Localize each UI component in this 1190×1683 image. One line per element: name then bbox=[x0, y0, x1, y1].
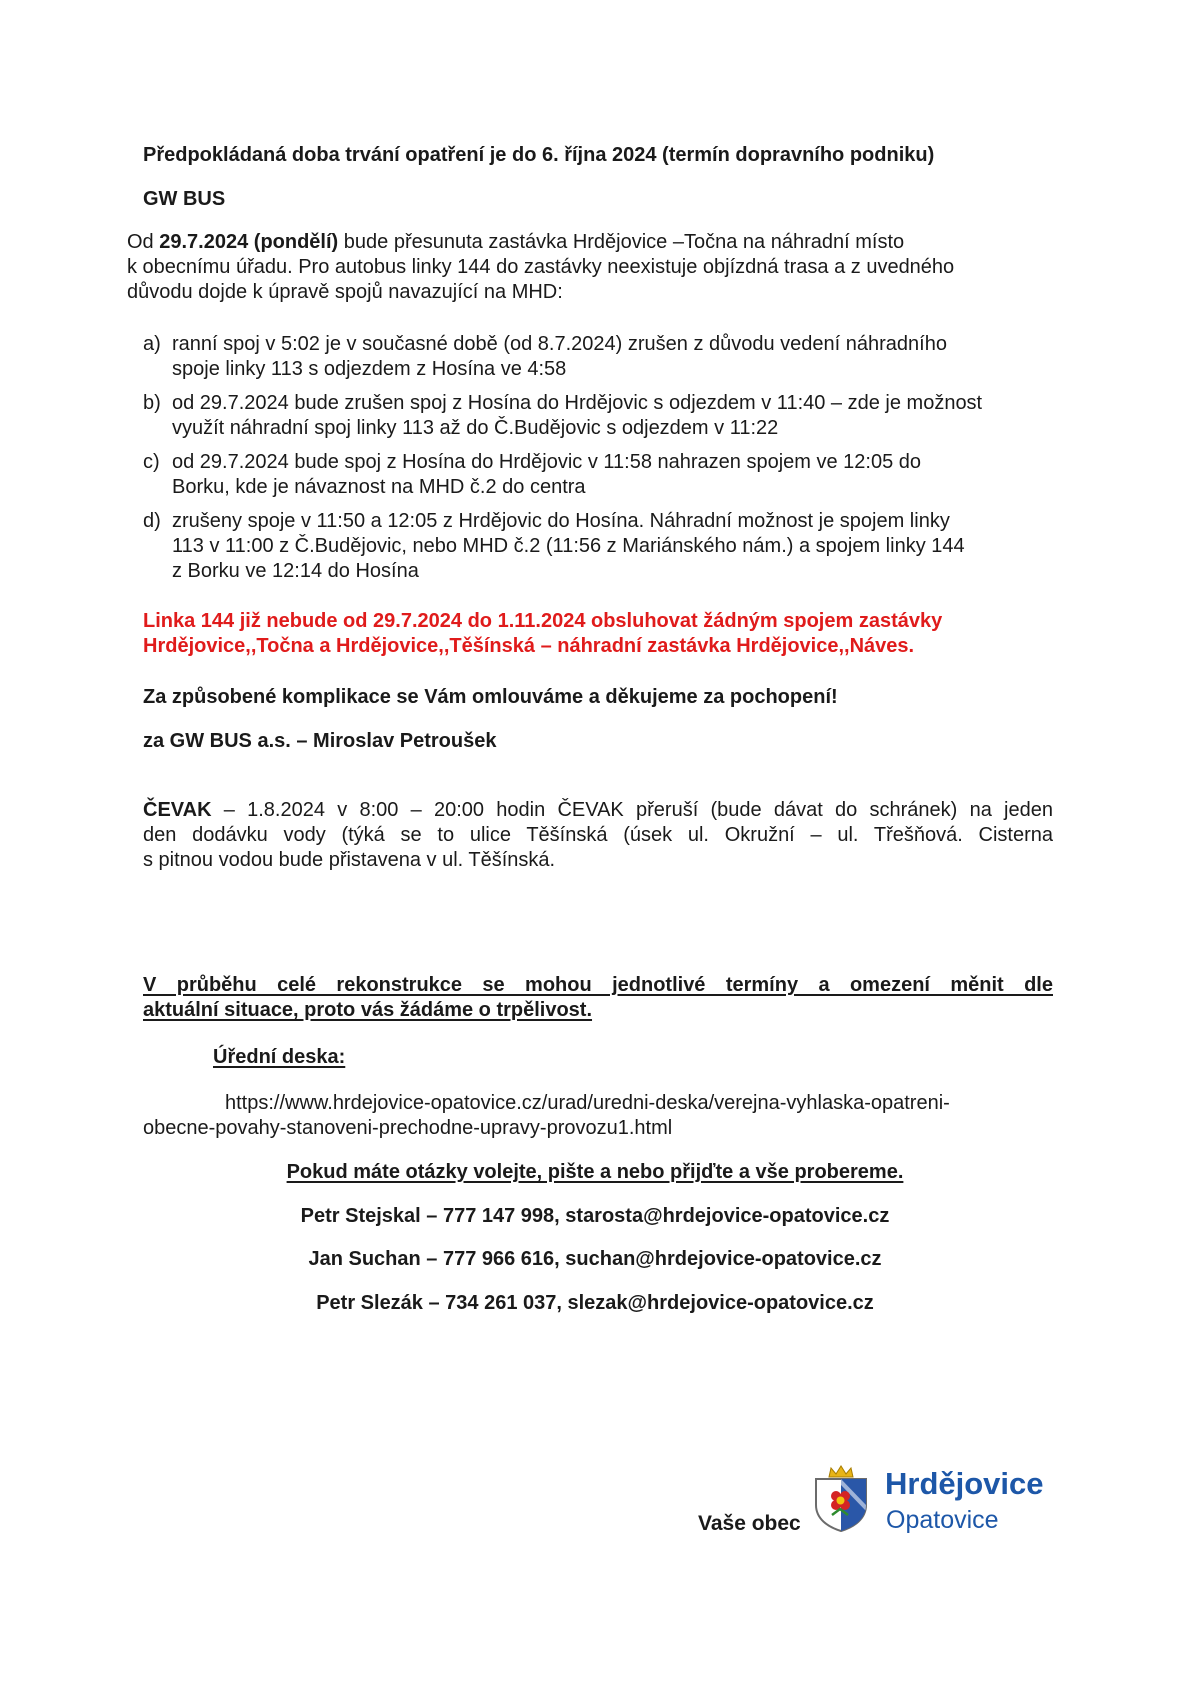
underlined-notice-line: aktuální situace, proto vás žádáme o trpělivost. bbox=[143, 999, 593, 1021]
intro-rest: bude přesunuta zastávka Hrdějovice –Točna na náhradní místo bbox=[338, 231, 905, 253]
cevak-line-1 bbox=[143, 798, 1053, 823]
cevak-line-1-text: – 1.8.2024 v 8:00 – 20:00 hodin ČEVAK přeruší (bude dávat do schránek) na jeden bbox=[211, 799, 1053, 821]
intro-paragraph bbox=[127, 230, 954, 305]
list-item-line: spoje linky 113 s odjezdem z Hosína ve 4:58 bbox=[172, 358, 567, 380]
board-url-line[interactable]: https://www.hrdejovice-opatovice.cz/urad/uredni-deska/verejna-vyhlaska-opatreni- bbox=[225, 1092, 950, 1114]
list-marker: d) bbox=[143, 510, 161, 532]
logo-sub-text: Opatovice bbox=[886, 1506, 999, 1534]
list-marker: a) bbox=[143, 333, 161, 355]
contact-slezak: Petr Slezák – 734 261 037, slezak@hrdejovice-opatovice.cz bbox=[316, 1292, 874, 1314]
board-label: Úřední deska: bbox=[213, 1046, 346, 1068]
red-notice-line: Hrdějovice,,Točna a Hrdějovice,,Těšínská – náhradní zastávka Hrdějovice,,Náves. bbox=[143, 635, 915, 657]
intro-prefix: Od bbox=[127, 231, 160, 253]
list-item-line: od 29.7.2024 bude zrušen spoj z Hosína do Hrdějovic s odjezdem v 11:40 – zde je možnost bbox=[172, 392, 983, 414]
cevak-line-2: den dodávku vody (týká se to ulice Těšínská (úsek ul. Okružní – ul. Třešňová. Cisterna bbox=[143, 824, 1053, 846]
underlined-notice-line: V průběhu celé rekonstrukce se mohou jednotlivé termíny a omezení měnit dle bbox=[143, 974, 1053, 996]
intro-line-1 bbox=[127, 230, 954, 255]
list-item-line: využít náhradní spoj linky 113 až do Č.Budějovic s odjezdem v 11:22 bbox=[172, 417, 779, 439]
red-notice bbox=[143, 609, 942, 659]
list-item-line: od 29.7.2024 bude spoj z Hosína do Hrdějovic v 11:58 nahrazen spojem ve 12:05 do bbox=[172, 451, 922, 473]
list-marker: c) bbox=[143, 451, 160, 473]
signature-text: za GW BUS a.s. – Miroslav Petroušek bbox=[143, 730, 497, 752]
cevak-label: ČEVAK bbox=[143, 799, 212, 821]
questions-text: Pokud máte otázky volejte, pište a nebo přijďte a vše probereme. bbox=[286, 1161, 904, 1183]
cevak-paragraph bbox=[143, 798, 1053, 873]
list-item-line: Borku, kde je návaznost na MHD č.2 do centra bbox=[172, 476, 586, 498]
list-marker: b) bbox=[143, 392, 161, 414]
coat-of-arms-icon bbox=[812, 1465, 870, 1533]
page-heading: Předpokládaná doba trvání opatření je do 6. října 2024 (termín dopravního podniku) bbox=[143, 144, 935, 166]
list-item-line: zrušeny spoje v 11:50 a 12:05 z Hrdějovic do Hosína. Náhradní možnost je spojem linky bbox=[172, 510, 950, 532]
board-url-line[interactable]: obecne-povahy-stanoveni-prechodne-upravy-provozu1.html bbox=[143, 1117, 673, 1139]
intro-date: 29.7.2024 (pondělí) bbox=[159, 231, 339, 253]
list-item-line: ranní spoj v 5:02 je v současné době (od 8.7.2024) zrušen z důvodu vedení náhradního bbox=[172, 333, 947, 355]
board-url[interactable] bbox=[143, 1091, 950, 1141]
intro-line-2: k obecnímu úřadu. Pro autobus linky 144 do zastávky neexistuje objízdná trasa a z uvedného bbox=[127, 256, 955, 278]
apology-text: Za způsobené komplikace se Vám omlouváme a děkujeme za pochopení! bbox=[143, 686, 838, 708]
gwbus-title: GW BUS bbox=[143, 188, 226, 210]
logo-main-text: Hrdějovice bbox=[885, 1466, 1044, 1501]
underlined-notice bbox=[143, 973, 1053, 1023]
intro-line-3: důvodu dojde k úpravě spojů navazující na MHD: bbox=[127, 281, 563, 303]
footer-slogan: Vaše obec bbox=[698, 1512, 801, 1535]
list-item-line: 113 v 11:00 z Č.Budějovic, nebo MHD č.2 (11:56 z Mariánského nám.) a spojem linky 144 bbox=[172, 535, 965, 557]
contact-suchan: Jan Suchan – 777 966 616, suchan@hrdejovice-opatovice.cz bbox=[308, 1248, 882, 1270]
cevak-line-3: s pitnou vodou bude přistavena v ul. Těšínská. bbox=[143, 849, 556, 871]
red-notice-line: Linka 144 již nebude od 29.7.2024 do 1.11.2024 obsluhovat žádným spojem zastávky bbox=[143, 610, 943, 632]
list-item-line: z Borku ve 12:14 do Hosína bbox=[172, 560, 419, 582]
contact-stejskal: Petr Stejskal – 777 147 998, starosta@hrdejovice-opatovice.cz bbox=[300, 1205, 890, 1227]
